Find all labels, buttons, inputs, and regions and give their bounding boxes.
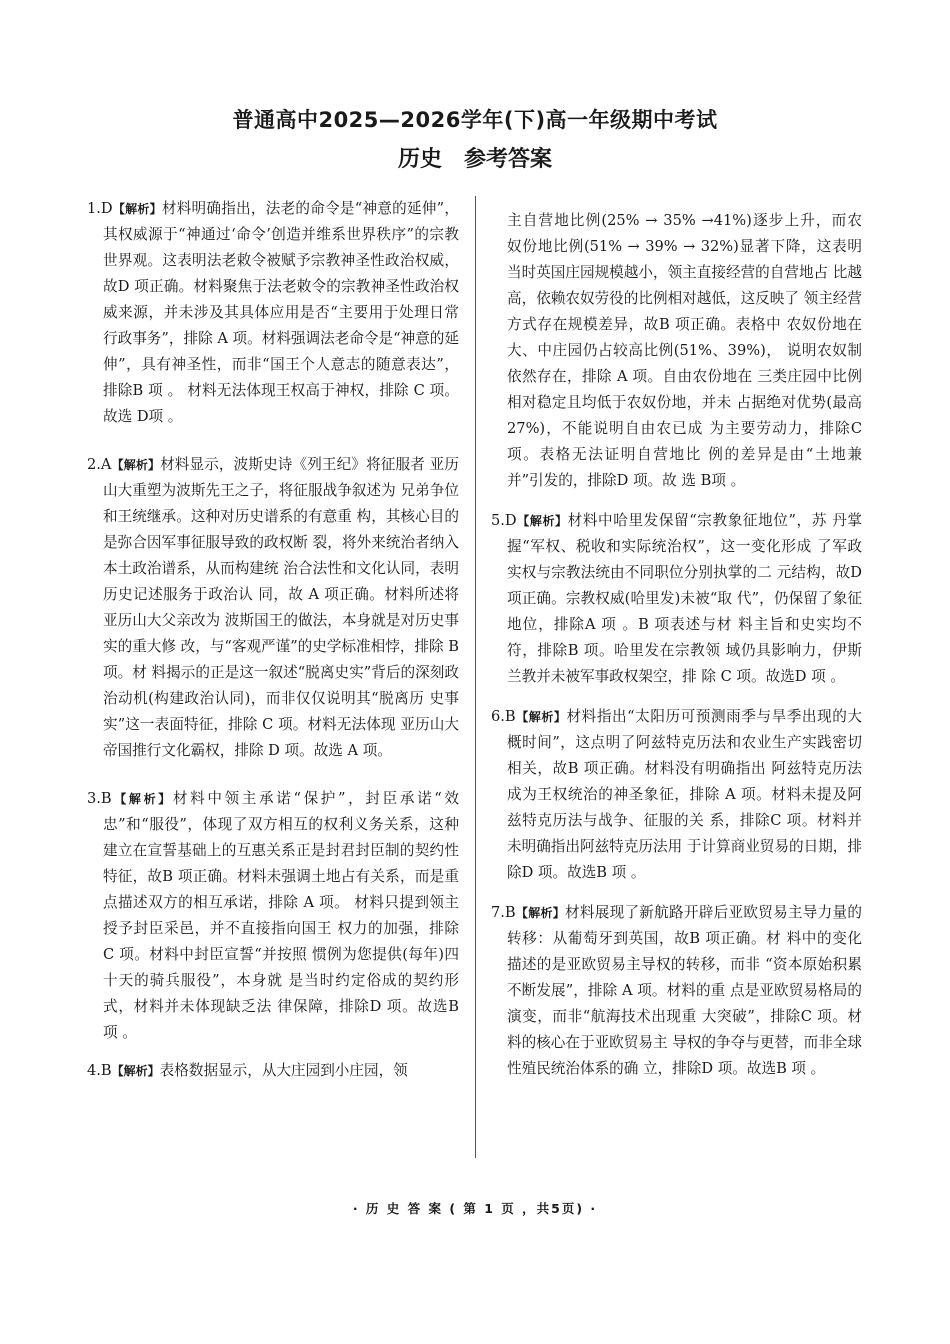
answer-number: 3.B bbox=[87, 790, 112, 807]
answer-text: 材料明确指出，法老的命令是“神意的延伸”，其权威源于“神通过‘命令’创造并维系世界秩序”的宗教世界观。这表明法老敕令被赋予宗教神圣性政治权威，故D 项正确。材料聚焦于法老敕令的宗教神圣性政治权威来源，并未涉及其具体应用是否“主要用于处理日常行政事务”，排除 A 项。材料强调法老命令是“神意的延伸”，具有神圣性，而非“国王个人意志的随意表达”，排除B 项 。 材料无法体现王权高于神权，排除 C 项。故选 D项 。 bbox=[103, 200, 459, 425]
analysis-tag: 【解析】 bbox=[515, 906, 565, 920]
analysis-tag: 【解析】 bbox=[111, 792, 173, 806]
left-column bbox=[87, 196, 459, 1156]
answer-text: 材料中哈里发保留“宗教象征地位”，苏 丹掌握“军权、税收和实际统治权”，这一变化形成 了军政实权与宗教法统由不同职位分别执掌的二 元结构，故D 项正确。宗教权威(哈里发)未被“取 代”，仍保留了象征地位，排除A 项 。B 项表述与材 料主旨和史实均不符，排除B 项。哈里发在宗教领 域仍具影响力，伊斯兰教并未被军事政权架空，排 除 C 项。故选D 项 。 bbox=[507, 512, 862, 685]
answer-item-3 bbox=[87, 786, 459, 1046]
answer-item-5 bbox=[491, 508, 862, 690]
answer-number: 4.B bbox=[87, 1062, 112, 1079]
answer-text: 材料展现了新航路开辟后亚欧贸易主导力量的转移：从葡萄牙到英国，故B 项正确。材 料中的变化描述的是亚欧贸易主导权的转移，而非 “资本原始积累不断发展”，排除 A 项。材料的重 点是亚欧贸易格局的演变，而非“航海技术出现重 大突破”，排除C 项。材料的核心在于亚欧贸易主 导权的争夺与更替，而非全球性殖民统治体系的确 立，排除D 项。故选B 项 。 bbox=[507, 904, 862, 1077]
answer-number: 2.A bbox=[87, 456, 112, 473]
answer-item-1 bbox=[87, 196, 459, 430]
answer-key-subtitle: 历史 参考答案 bbox=[397, 147, 552, 172]
answer-item-6 bbox=[491, 704, 862, 886]
exam-title: 普通高中2025—2026学年(下)高一年级期中考试 bbox=[232, 108, 718, 132]
answer-text: 表格数据显示，从大庄园到小庄园，领 bbox=[159, 1062, 408, 1079]
answer-item-4 bbox=[87, 1058, 459, 1084]
analysis-tag: 【解析】 bbox=[516, 514, 568, 528]
answer-item-2 bbox=[87, 452, 459, 764]
page-footer: · 历 史 答 案 ( 第 1 页 ，共5页) · bbox=[352, 1201, 598, 1216]
right-column bbox=[491, 208, 862, 1082]
analysis-tag: 【解析】 bbox=[111, 458, 161, 472]
answer-text: 材料显示，波斯史诗《列王纪》将征服者 亚历山大重塑为波斯先王之子，将征服战争叙述为 兄弟争位和王统继承。这种对历史谱系的有意重 构，其核心目的是弥合因军事征服导致的政权断 裂，将外来统治者纳入本土政治谱系，从而构建统 治合法性和文化认同，表明历史记述服务于政治认 同，故 A 项正确。材料所述将亚历山大父亲改为 波斯国王的做法，本身就是对历史事实的重大修 改，与“客观严谨”的史学标准相悖，排除 B 项。材 料揭示的正是这一叙述“脱离史实”背后的深刻政 治动机(构建政治认同)，而非仅仅说明其“脱离历 史事实”这一表面特征，排除 C 项。材料无法体现 亚历山大帝国推行文化霸权，排除 D 项。故选 A 项。 bbox=[103, 456, 459, 759]
answer-number: 5.D bbox=[491, 512, 517, 529]
answer-number: 1.D bbox=[87, 200, 113, 217]
answer-text: 材料中领主承诺“保护”，封臣承诺“效忠”和“服役”，体现了双方相互的权利义务关系，这种建立在宣誓基础上的互惠关系正是封君封臣制的契约性特征，故B 项正确。材料未强调土地占有关系，而是重点描述双方的相互承诺，排除 A 项。 材料只提到领主授予封臣采邑，并不直接指向国王 权力的加强，排除 C 项。材料中封臣宣誓“并按照 惯例为您提供(每年)四十天的骑兵服役”，本身就 是当时约定俗成的契约形式，材料并未体现缺乏法 律保障，排除D 项。故选B 项 。 bbox=[103, 790, 459, 1041]
answer-item-4-continued bbox=[507, 208, 862, 508]
analysis-tag: 【解析】 bbox=[112, 202, 162, 216]
answer-number: 6.B bbox=[491, 708, 516, 725]
column-divider bbox=[475, 196, 476, 1158]
analysis-tag: 【解析】 bbox=[111, 1064, 160, 1078]
answer-text-continued: 主自营地比例(25% → 35% →41%)逐步上升，而农 奴份地比例(51% → 39% → 32%)显著下降，这表明 当时英国庄园规模越小，领主直接经营的自营地占 比越高，依赖农奴劳役的比例相对越低，这反映了 领主经营方式存在规模差异，故B 项正确。表格中 农奴份地在大、中庄园仍占较高比例(51%、39%)， 说明农奴制依然存在，排除 A 项。自由农份地在 三类庄园中比例相对稳定且均低于农奴份地，并未 占据绝对优势(最高27%)，不能说明自由农已成 为主要劳动力，排除C 项。表格无法证明自营地比 例的差异是由“土地兼并”引发的，排除D 项。故 选 B项 。 bbox=[507, 212, 862, 489]
answer-item-7 bbox=[491, 900, 862, 1082]
analysis-tag: 【解析】 bbox=[515, 710, 567, 724]
answer-number: 7.B bbox=[491, 904, 516, 921]
answer-text: 材料指出“太阳历可预测雨季与旱季出现的大概时间”，这点明了阿兹特克历法和农业生产实践密切相关，故B 项正确。材料没有明确指出 阿兹特克历法成为王权统治的神圣象征，排除 A 项。材料未提及阿兹特克历法与战争、征服的关 系，排除C 项。材料并未明确指出阿兹特克历法用 于计算商业贸易的日期，排除D 项。故选B 项 。 bbox=[507, 708, 862, 881]
